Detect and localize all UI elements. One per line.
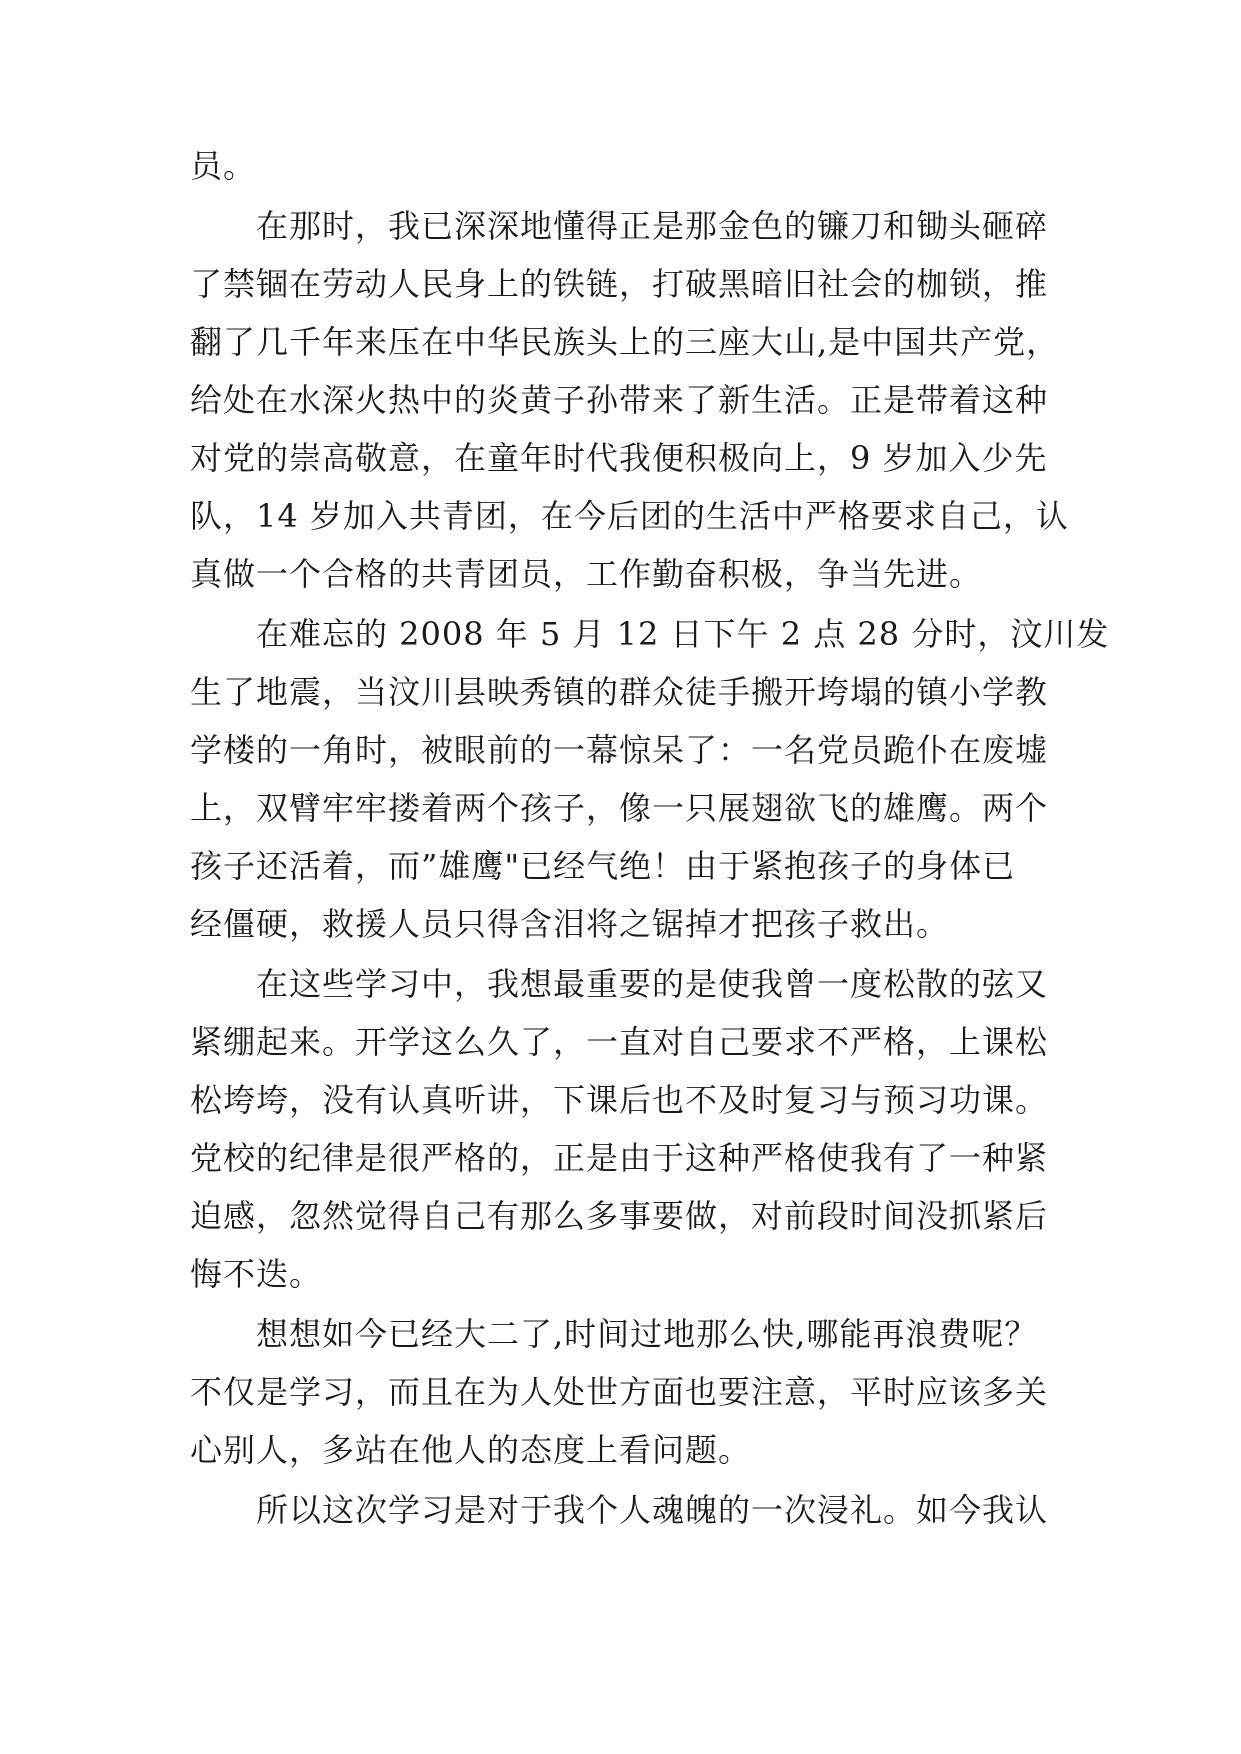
text-line: 心别人，多站在他人的态度上看问题。 xyxy=(190,1431,752,1469)
text-line: 迫感，忽然觉得自己有那么多事要做，对前段时间没抓紧后 xyxy=(190,1197,1049,1235)
paragraph-first-line: 在那时，我已深深地懂得正是那金色的镰刀和锄头砸碎 xyxy=(256,207,1049,245)
text-line: 员。 xyxy=(190,147,257,185)
text-line: 翻了几千年来压在中华民族头上的三座大山,是中国共产党， xyxy=(190,323,1060,361)
paragraph-first-line: 在难忘的 2008 年 5 月 12 日下午 2 点 28 分时，汶川发 xyxy=(256,615,1110,653)
text-line: 真做一个合格的共青团员，工作勤奋积极，争当先进。 xyxy=(190,555,983,593)
text-line: 对党的崇高敬意，在童年时代我便积极向上，9 岁加入少先 xyxy=(190,439,1048,477)
text-line: 不仅是学习，而且在为人处世方面也要注意，平时应该多关 xyxy=(190,1373,1049,1411)
paragraph-first-line: 所以这次学习是对于我个人魂魄的一次浸礼。如今我认 xyxy=(256,1491,1049,1529)
paragraph-first-line: 在这些学习中，我想最重要的是使我曾一度松散的弦又 xyxy=(256,965,1049,1003)
text-line: 队，14 岁加入共青团，在今后团的生活中严格要求自己，认 xyxy=(190,497,1069,535)
text-line: 生了地震，当汶川县映秀镇的群众徒手搬开垮塌的镇小学教 xyxy=(190,673,1049,711)
text-line: 悔不迭。 xyxy=(190,1255,323,1293)
paragraph-first-line: 想想如今已经大二了,时间过地那么快,哪能再浪费呢？ xyxy=(256,1315,1038,1353)
text-line: 经僵硬，救援人员只得含泪将之锯掉才把孩子救出。 xyxy=(190,905,950,943)
text-line: 上，双臂牢牢搂着两个孩子，像一只展翅欲飞的雄鹰。两个 xyxy=(190,789,1049,827)
text-line: 紧绷起来。开学这么久了，一直对自己要求不严格，上课松 xyxy=(190,1023,1049,1061)
text-line: 松垮垮，没有认真听讲，下课后也不及时复习与预习功课。 xyxy=(190,1081,1049,1119)
text-line: 学楼的一角时，被眼前的一幕惊呆了：一名党员跪仆在废墟 xyxy=(190,731,1049,769)
text-line: 孩子还活着，而”雄鹰"已经气绝！由于紧抱孩子的身体已 xyxy=(190,847,1016,885)
text-line: 了禁锢在劳动人民身上的铁链，打破黑暗旧社会的枷锁，推 xyxy=(190,265,1049,303)
text-line: 党校的纪律是很严格的，正是由于这种严格使我有了一种紧 xyxy=(190,1139,1049,1177)
text-line: 给处在水深火热中的炎黄子孙带来了新生活。正是带着这种 xyxy=(190,381,1049,419)
